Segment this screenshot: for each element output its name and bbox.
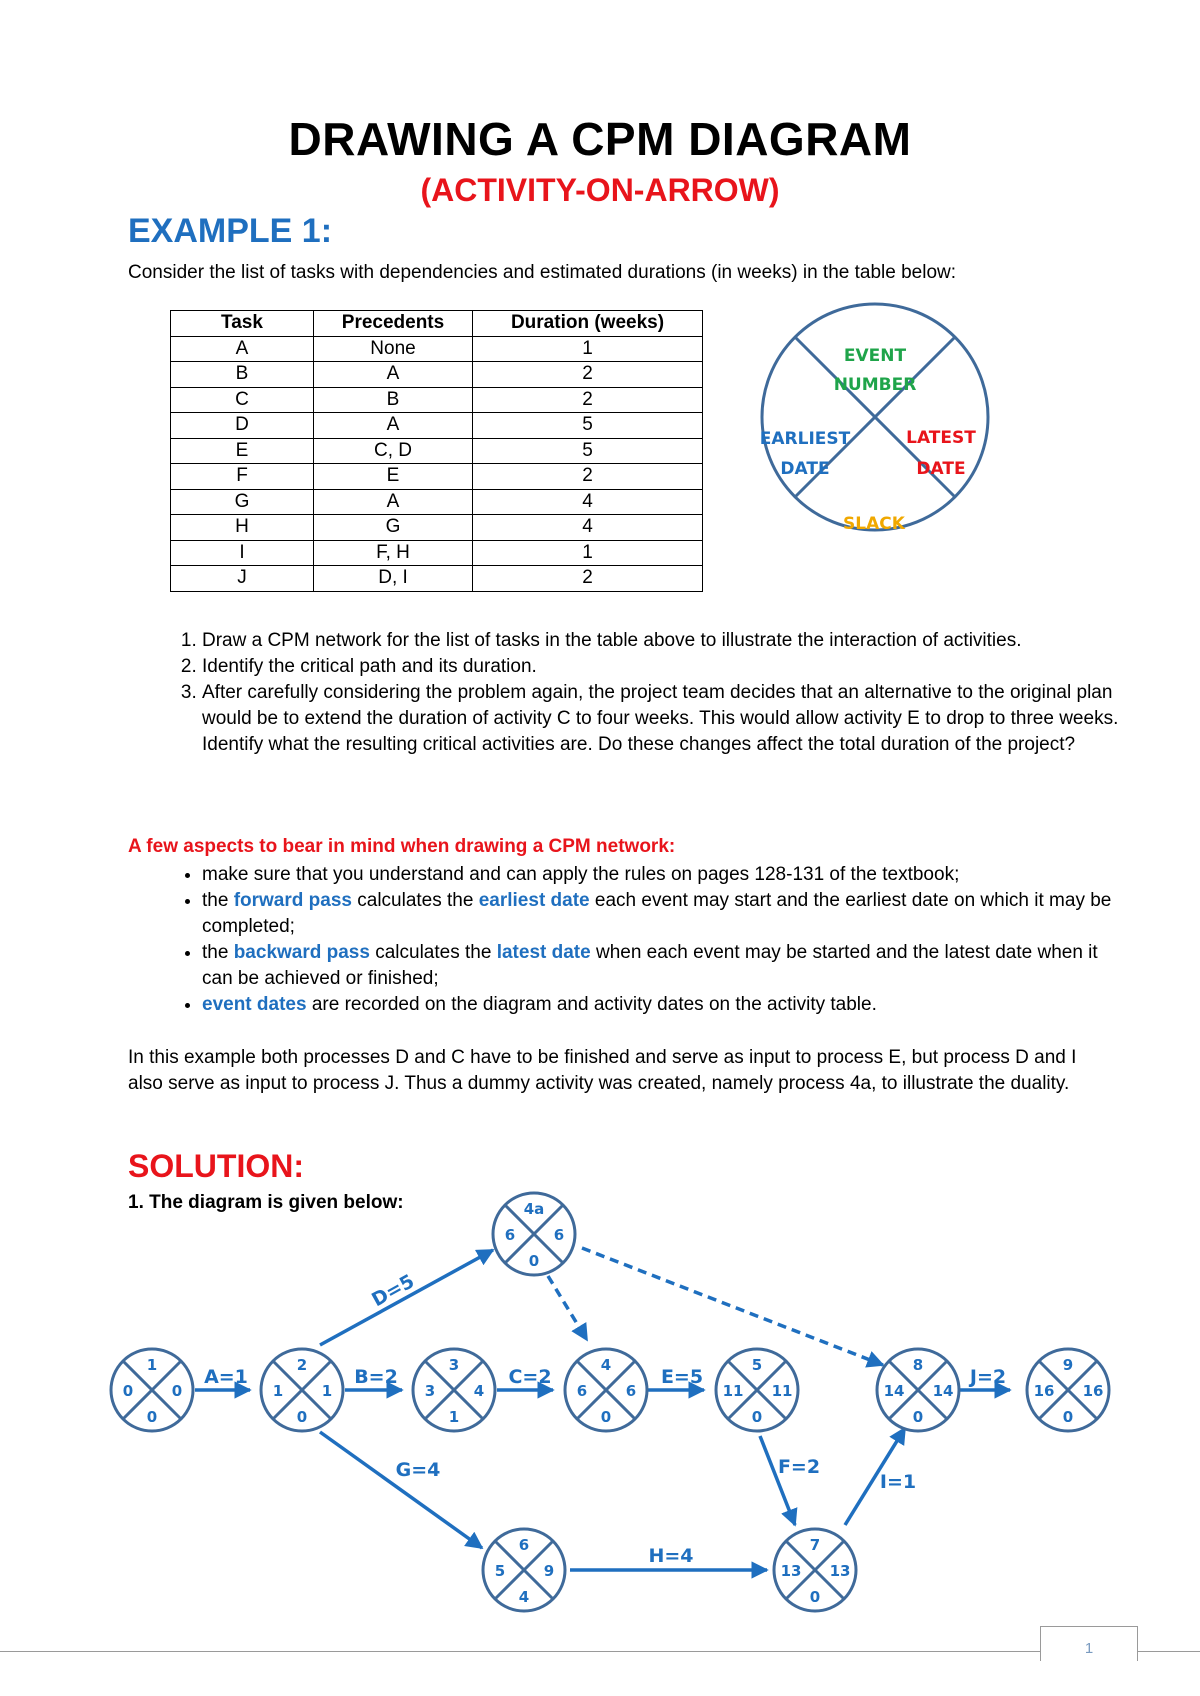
aspect-text: when each event may be started and the latest date when it can be achieved or finished; [202, 942, 1098, 989]
event-node [1027, 1349, 1109, 1431]
aspect-highlight: earliest date [478, 890, 590, 911]
activity-label-F: F=2 [777, 1456, 821, 1478]
legend-left-line1: EARLIEST [759, 429, 851, 449]
node-latest: 6 [553, 1226, 565, 1244]
table-cell: B [314, 387, 473, 413]
table-cell: F [171, 464, 314, 490]
table-cell: 2 [473, 566, 703, 592]
node-number: 7 [809, 1536, 821, 1554]
arrow-G [320, 1432, 482, 1548]
aspect-highlight: forward pass [233, 890, 352, 911]
legend-top-line2: NUMBER [833, 375, 917, 395]
node-number: 5 [751, 1356, 763, 1374]
legend-node [760, 304, 988, 534]
list-item: 2. Identify the critical path and its duration. [202, 654, 1132, 680]
event-node [483, 1529, 565, 1611]
arrow-F [760, 1436, 795, 1525]
node-number: 8 [912, 1356, 924, 1374]
node-number: 2 [296, 1356, 308, 1374]
legend-left-line2: DATE [780, 459, 830, 479]
table-cell: 2 [473, 387, 703, 413]
node-number: 4 [600, 1356, 612, 1374]
node-earliest: 6 [576, 1382, 588, 1400]
aspect-text: calculates the [351, 890, 479, 911]
table-cell: A [314, 489, 473, 515]
example-heading: EXAMPLE 1: [128, 212, 333, 250]
diagram-caption: 1. The diagram is given below: [128, 1192, 404, 1213]
aspect-text: the [202, 890, 234, 911]
dummy-arrow-to-4 [548, 1276, 587, 1340]
node-latest: 11 [771, 1382, 793, 1400]
activity-label-A: A=1 [204, 1366, 248, 1388]
node-number: 1 [146, 1356, 158, 1374]
page-number: 1 [1040, 1626, 1138, 1661]
intro-text: Consider the list of tasks with dependencies and estimated durations (in weeks) in the table below: [128, 262, 957, 283]
node-earliest: 11 [722, 1382, 744, 1400]
table-header: Duration (weeks) [473, 311, 703, 337]
aspect-highlight: event dates [202, 994, 307, 1015]
event-node [774, 1529, 856, 1611]
node-number: 9 [1062, 1356, 1074, 1374]
aspect-text: make sure that you understand and can apply the rules on pages 128-131 of the textbook; [202, 864, 960, 885]
activity-label-C: C=2 [508, 1366, 552, 1388]
dummy-arrow-to-8 [582, 1248, 883, 1365]
node-latest: 13 [829, 1562, 851, 1580]
node-earliest: 1 [272, 1382, 284, 1400]
table-cell: E [171, 438, 314, 464]
table-cell: 1 [473, 336, 703, 362]
table-cell: 1 [473, 540, 703, 566]
node-latest: 1 [321, 1382, 333, 1400]
table-cell: None [314, 336, 473, 362]
activity-label-B: B=2 [354, 1366, 398, 1388]
footer-line [0, 1651, 1200, 1652]
aspect-text: each event may start and the earliest date on which it may be completed; [202, 890, 1112, 937]
table-cell: G [171, 489, 314, 515]
activity-label-I: I=1 [879, 1471, 917, 1493]
event-node [877, 1349, 959, 1431]
event-node [261, 1349, 343, 1431]
table-cell: 2 [473, 464, 703, 490]
event-node [493, 1193, 575, 1275]
node-earliest: 5 [494, 1562, 506, 1580]
node-earliest: 0 [122, 1382, 134, 1400]
arrow-D [320, 1250, 493, 1345]
node-slack: 0 [146, 1408, 158, 1426]
node-latest: 9 [543, 1562, 555, 1580]
page-subtitle: (ACTIVITY-ON-ARROW) [420, 172, 780, 208]
table-cell: G [314, 515, 473, 541]
activity-label-D: D=5 [368, 1270, 419, 1312]
node-slack: 0 [528, 1252, 540, 1270]
legend-top-line1: EVENT [843, 346, 907, 366]
node-latest: 16 [1082, 1382, 1104, 1400]
node-earliest: 13 [780, 1562, 802, 1580]
node-latest: 14 [932, 1382, 954, 1400]
legend-bottom: SLACK [843, 514, 905, 534]
event-node [716, 1349, 798, 1431]
table-cell: 5 [473, 438, 703, 464]
node-slack: 1 [448, 1408, 460, 1426]
node-slack: 0 [296, 1408, 308, 1426]
table-cell: H [171, 515, 314, 541]
node-earliest: 14 [883, 1382, 905, 1400]
aspects-heading: A few aspects to bear in mind when drawing a CPM network: [128, 836, 676, 857]
table-cell: F, H [314, 540, 473, 566]
page-title: DRAWING A CPM DIAGRAM [288, 113, 912, 165]
activity-label-H: H=4 [648, 1545, 694, 1567]
node-slack: 0 [912, 1408, 924, 1426]
node-number: 6 [518, 1536, 530, 1554]
node-slack: 0 [809, 1588, 821, 1606]
legend-right-line2: DATE [916, 459, 966, 479]
node-number: 3 [448, 1356, 460, 1374]
table-cell: B [171, 362, 314, 388]
table-cell: D, I [314, 566, 473, 592]
table-cell: D [171, 413, 314, 439]
activity-label-G: G=4 [395, 1459, 441, 1481]
legend-right-line1: LATEST [906, 428, 976, 448]
aspect-text: calculates the [369, 942, 497, 963]
aspect-text: are recorded on the diagram and activity dates on the activity table. [306, 994, 877, 1015]
node-earliest: 3 [424, 1382, 436, 1400]
list-item: 3. After carefully considering the problem again, the project team decides that an alternative to the original plan would be to extend the duration of activity C to four weeks. This would allow activity E to drop to three weeks. Identify what the resulting critical activities are. Do these changes affect the total duration of the project? [202, 680, 1132, 758]
activity-label-J: J=2 [969, 1366, 1007, 1388]
solution-heading: SOLUTION: [128, 1148, 304, 1184]
table-header: Task [171, 311, 314, 337]
node-latest: 6 [625, 1382, 637, 1400]
table-cell: 2 [473, 362, 703, 388]
event-node [413, 1349, 495, 1431]
table-cell: A [171, 336, 314, 362]
table-cell: A [314, 362, 473, 388]
event-node [111, 1349, 193, 1431]
explanation-paragraph: In this example both processes D and C have to be finished and serve as input to process E, but process D and I also serve as input to process J. Thus a dummy activity was created, namely process 4a, to illustrate the duality. [128, 1047, 1077, 1094]
node-slack: 4 [518, 1588, 530, 1606]
node-slack: 0 [751, 1408, 763, 1426]
table-cell: J [171, 566, 314, 592]
table-cell: A [314, 413, 473, 439]
aspect-highlight: backward pass [233, 942, 370, 963]
list-item: 1. Draw a CPM network for the list of tasks in the table above to illustrate the interaction of activities. [202, 628, 1132, 654]
node-latest: 4 [473, 1382, 485, 1400]
table-cell: E [314, 464, 473, 490]
node-slack: 0 [600, 1408, 612, 1426]
table-cell: 5 [473, 413, 703, 439]
aspect-highlight: latest date [496, 942, 591, 963]
aspect-text: the [202, 942, 234, 963]
table-cell: C, D [314, 438, 473, 464]
node-earliest: 6 [504, 1226, 516, 1244]
node-slack: 0 [1062, 1408, 1074, 1426]
table-cell: 4 [473, 515, 703, 541]
table-cell: C [171, 387, 314, 413]
activity-label-E: E=5 [660, 1366, 704, 1388]
table-header: Precedents [314, 311, 473, 337]
table-cell: I [171, 540, 314, 566]
node-latest: 0 [171, 1382, 183, 1400]
table-cell: 4 [473, 489, 703, 515]
event-node [565, 1349, 647, 1431]
node-earliest: 16 [1033, 1382, 1055, 1400]
node-number: 4a [523, 1200, 545, 1218]
